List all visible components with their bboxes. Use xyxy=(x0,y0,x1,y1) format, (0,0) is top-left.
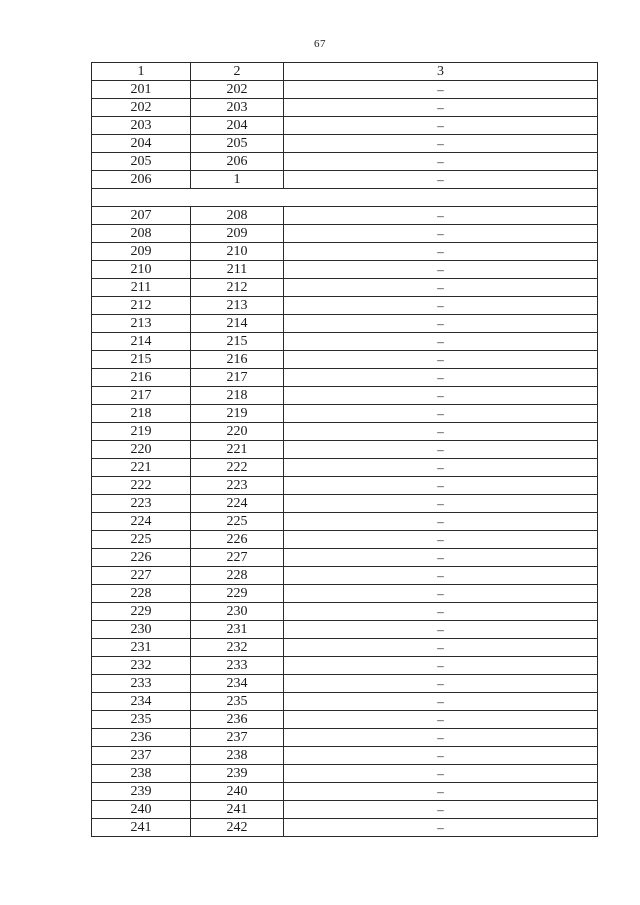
table-cell-col-3: – xyxy=(284,513,598,531)
table-row xyxy=(92,207,598,225)
table-cell-col-1: 239 xyxy=(92,783,191,801)
table-body-group-b xyxy=(92,207,598,837)
table-cell-col-1: 224 xyxy=(92,513,191,531)
table-cell-col-3: – xyxy=(284,495,598,513)
table-cell-col-2: 220 xyxy=(191,423,284,441)
table-cell-col-2: 213 xyxy=(191,297,284,315)
table-cell-col-1: 237 xyxy=(92,747,191,765)
table-cell-col-2: 238 xyxy=(191,747,284,765)
table-row xyxy=(92,765,598,783)
table-row xyxy=(92,153,598,171)
table-cell-col-1: 215 xyxy=(92,351,191,369)
table-cell-col-3: – xyxy=(284,567,598,585)
table-body-group-a xyxy=(92,81,598,189)
table-row xyxy=(92,387,598,405)
table-cell-col-2: 225 xyxy=(191,513,284,531)
table-row xyxy=(92,261,598,279)
table-cell-col-2: 241 xyxy=(191,801,284,819)
table-cell-col-1: 204 xyxy=(92,135,191,153)
separator-row xyxy=(92,189,598,207)
table-row xyxy=(92,459,598,477)
table-separator xyxy=(92,189,598,207)
table-cell-col-3: – xyxy=(284,369,598,387)
table-row xyxy=(92,99,598,117)
table-row xyxy=(92,333,598,351)
table-row xyxy=(92,297,598,315)
table-row xyxy=(92,243,598,261)
column-header-3: 3 xyxy=(284,63,598,81)
table-cell-col-3: – xyxy=(284,801,598,819)
table-cell-col-1: 214 xyxy=(92,333,191,351)
table-row xyxy=(92,819,598,837)
table-cell-col-2: 211 xyxy=(191,261,284,279)
table-cell-col-3: – xyxy=(284,621,598,639)
table-row xyxy=(92,441,598,459)
table-row xyxy=(92,279,598,297)
table-cell-col-3: – xyxy=(284,207,598,225)
page-number: 67 xyxy=(314,38,326,50)
table-row xyxy=(92,369,598,387)
table-cell-col-2: 242 xyxy=(191,819,284,837)
table-cell-col-2: 215 xyxy=(191,333,284,351)
table-cell-col-1: 231 xyxy=(92,639,191,657)
table-cell-col-2: 230 xyxy=(191,603,284,621)
table-cell-col-3: – xyxy=(284,243,598,261)
table-cell-col-3: – xyxy=(284,603,598,621)
table-cell-col-3: – xyxy=(284,747,598,765)
table-cell-col-3: – xyxy=(284,333,598,351)
table-cell-col-2: 208 xyxy=(191,207,284,225)
table-cell-col-1: 219 xyxy=(92,423,191,441)
table-cell-col-3: – xyxy=(284,387,598,405)
table-cell-col-3: – xyxy=(284,351,598,369)
header-row xyxy=(92,63,598,81)
table-cell-col-1: 238 xyxy=(92,765,191,783)
table-row xyxy=(92,423,598,441)
table-cell-col-3: – xyxy=(284,783,598,801)
table-cell-col-1: 212 xyxy=(92,297,191,315)
table-cell-col-3: – xyxy=(284,477,598,495)
table-cell-col-1: 232 xyxy=(92,657,191,675)
table-row xyxy=(92,621,598,639)
table-header xyxy=(92,63,598,81)
table-row xyxy=(92,657,598,675)
table-cell-col-3: – xyxy=(284,315,598,333)
table-cell-col-1: 233 xyxy=(92,675,191,693)
table-cell-col-3: – xyxy=(284,441,598,459)
table-cell-col-2: 224 xyxy=(191,495,284,513)
table-cell-col-2: 214 xyxy=(191,315,284,333)
table-row xyxy=(92,801,598,819)
table-cell-col-3: – xyxy=(284,585,598,603)
table-cell-col-2: 227 xyxy=(191,549,284,567)
table-cell-col-1: 206 xyxy=(92,171,191,189)
table-row xyxy=(92,81,598,99)
table-cell-col-2: 226 xyxy=(191,531,284,549)
table-row xyxy=(92,675,598,693)
table-cell-col-2: 210 xyxy=(191,243,284,261)
table-cell-col-3: – xyxy=(284,729,598,747)
table-cell-col-3: – xyxy=(284,639,598,657)
table-row xyxy=(92,315,598,333)
table-cell-col-2: 218 xyxy=(191,387,284,405)
table-cell-col-1: 205 xyxy=(92,153,191,171)
table-cell-col-1: 220 xyxy=(92,441,191,459)
table-row xyxy=(92,171,598,189)
table-row xyxy=(92,549,598,567)
table-cell-col-1: 217 xyxy=(92,387,191,405)
table-row xyxy=(92,405,598,423)
table-cell-col-3: – xyxy=(284,693,598,711)
table-row xyxy=(92,783,598,801)
table-cell-col-3: – xyxy=(284,171,598,189)
table-cell-col-1: 230 xyxy=(92,621,191,639)
table-cell-col-2: 217 xyxy=(191,369,284,387)
table-cell-col-2: 221 xyxy=(191,441,284,459)
column-header-2: 2 xyxy=(191,63,284,81)
table-cell-col-3: – xyxy=(284,405,598,423)
table-cell-col-3: – xyxy=(284,549,598,567)
table-cell-col-2: 1 xyxy=(191,171,284,189)
table-cell-col-1: 229 xyxy=(92,603,191,621)
table-cell-col-3: – xyxy=(284,459,598,477)
table-cell-col-2: 216 xyxy=(191,351,284,369)
table-cell-col-1: 211 xyxy=(92,279,191,297)
table-cell-col-1: 210 xyxy=(92,261,191,279)
table-cell-col-1: 241 xyxy=(92,819,191,837)
table-cell-col-3: – xyxy=(284,675,598,693)
table-row xyxy=(92,567,598,585)
table-cell-col-2: 202 xyxy=(191,81,284,99)
table-cell-col-3: – xyxy=(284,279,598,297)
table-cell-col-2: 219 xyxy=(191,405,284,423)
table-cell-col-2: 204 xyxy=(191,117,284,135)
table-row xyxy=(92,351,598,369)
table-cell-col-2: 237 xyxy=(191,729,284,747)
table-cell-col-2: 233 xyxy=(191,657,284,675)
table-row xyxy=(92,531,598,549)
table-row xyxy=(92,693,598,711)
table-cell-col-2: 234 xyxy=(191,675,284,693)
table-cell-col-3: – xyxy=(284,81,598,99)
table-cell-col-3: – xyxy=(284,423,598,441)
table-cell-col-1: 201 xyxy=(92,81,191,99)
table-cell-col-1: 227 xyxy=(92,567,191,585)
table-cell-col-1: 235 xyxy=(92,711,191,729)
table-cell-col-1: 216 xyxy=(92,369,191,387)
table-cell-col-2: 240 xyxy=(191,783,284,801)
table-cell-col-1: 208 xyxy=(92,225,191,243)
table-cell-col-3: – xyxy=(284,153,598,171)
table-cell-col-3: – xyxy=(284,225,598,243)
table-cell-col-3: – xyxy=(284,297,598,315)
table-cell-col-1: 218 xyxy=(92,405,191,423)
table-cell-col-2: 203 xyxy=(191,99,284,117)
table-cell-col-1: 203 xyxy=(92,117,191,135)
table-row xyxy=(92,135,598,153)
column-header-1: 1 xyxy=(92,63,191,81)
table-cell-col-1: 213 xyxy=(92,315,191,333)
table-cell-col-2: 236 xyxy=(191,711,284,729)
table-cell-col-3: – xyxy=(284,531,598,549)
table-cell-col-3: – xyxy=(284,657,598,675)
table-row xyxy=(92,603,598,621)
table-row xyxy=(92,639,598,657)
table-row xyxy=(92,711,598,729)
table-row xyxy=(92,495,598,513)
table-row xyxy=(92,747,598,765)
table-cell-col-1: 240 xyxy=(92,801,191,819)
table-cell-col-1: 207 xyxy=(92,207,191,225)
table-cell-col-3: – xyxy=(284,819,598,837)
table-cell-col-1: 228 xyxy=(92,585,191,603)
table-cell-col-3: – xyxy=(284,135,598,153)
table-cell-col-1: 222 xyxy=(92,477,191,495)
table-row xyxy=(92,117,598,135)
table-cell-col-2: 231 xyxy=(191,621,284,639)
table-row xyxy=(92,513,598,531)
table-row xyxy=(92,729,598,747)
table-cell-col-2: 229 xyxy=(191,585,284,603)
separator-cell xyxy=(92,189,598,207)
table-cell-col-2: 206 xyxy=(191,153,284,171)
table-cell-col-1: 223 xyxy=(92,495,191,513)
data-table xyxy=(91,62,598,837)
table-row xyxy=(92,225,598,243)
table-cell-col-2: 212 xyxy=(191,279,284,297)
table-cell-col-1: 225 xyxy=(92,531,191,549)
table-cell-col-2: 235 xyxy=(191,693,284,711)
table-cell-col-2: 223 xyxy=(191,477,284,495)
table-cell-col-1: 221 xyxy=(92,459,191,477)
table-cell-col-2: 232 xyxy=(191,639,284,657)
table-cell-col-3: – xyxy=(284,117,598,135)
table-cell-col-3: – xyxy=(284,711,598,729)
table-cell-col-1: 209 xyxy=(92,243,191,261)
table-cell-col-2: 222 xyxy=(191,459,284,477)
table-cell-col-3: – xyxy=(284,765,598,783)
table-row xyxy=(92,585,598,603)
table-cell-col-1: 236 xyxy=(92,729,191,747)
table-cell-col-3: – xyxy=(284,99,598,117)
table-cell-col-2: 228 xyxy=(191,567,284,585)
table-row xyxy=(92,477,598,495)
table-cell-col-2: 209 xyxy=(191,225,284,243)
table-cell-col-1: 234 xyxy=(92,693,191,711)
table-cell-col-2: 205 xyxy=(191,135,284,153)
table-cell-col-1: 202 xyxy=(92,99,191,117)
table-cell-col-2: 239 xyxy=(191,765,284,783)
table-cell-col-3: – xyxy=(284,261,598,279)
table-cell-col-1: 226 xyxy=(92,549,191,567)
